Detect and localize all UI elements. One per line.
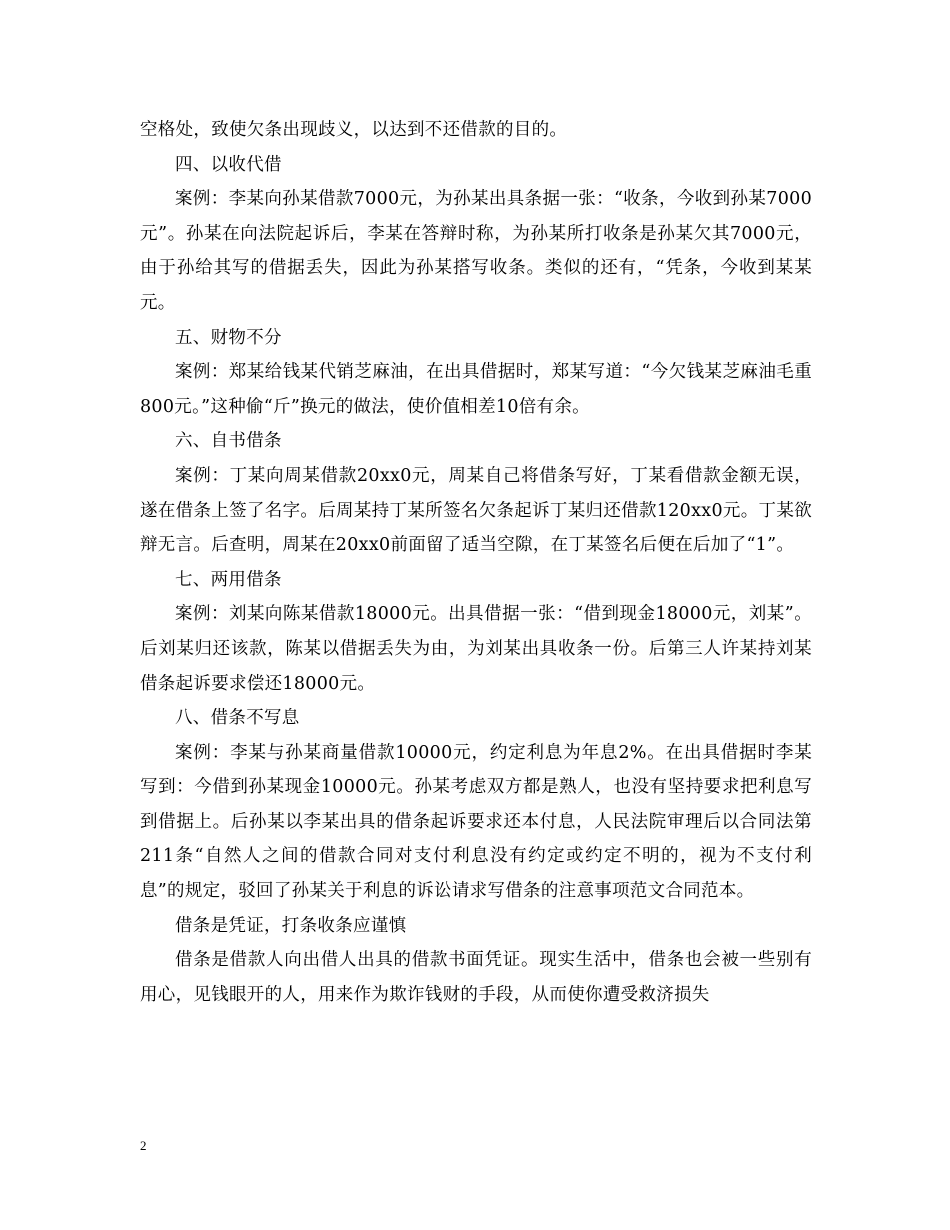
- page-number: 2: [140, 1138, 147, 1153]
- section-heading-4: 四、以收代借: [175, 154, 282, 175]
- paragraph-continuation: 空格处，致使欠条出现歧义，以达到不还借款的目的。: [140, 120, 568, 140]
- section-heading-7: 七、两用借条: [175, 569, 282, 590]
- section-heading-summary: 借条是凭证，打条收条应谨慎: [175, 915, 407, 936]
- section-heading-6: 六、自书借条: [175, 431, 282, 452]
- paragraph-summary: 借条是借款人向出借人出具的借款书面凭证。现实生活中，借条也会被一些别有用心，见钱眼开的人，用来作为欺诈钱财的手段，从而使你遭受救济损失: [140, 950, 812, 1005]
- paragraph-case-4: 案例：李某向孙某借款7000元，为孙某出具条据一张：“收条，今收到孙某7000元”。孙某在向法院起诉后，李某在答辩时称，为孙某所打收条是孙某欠其7000元，由于孙给其写的借据丢失，因此为孙某搭写收条。类似的还有，“凭条，今收到某某元。: [140, 189, 812, 313]
- document-body: [140, 113, 812, 1012]
- paragraph-case-8: 案例：李某与孙某商量借款10000元，约定利息为年息2%。在出具借据时李某写到：今借到孙某现金10000元。孙某考虑双方都是熟人，也没有坚持要求把利息写到借据上。后孙某以李某出具的借条起诉要求还本付息，人民法院审理后以合同法第211条“自然人之间的借款合同对支付利息没有约定或约定不明的，视为不支付利息”的规定，驳回了孙某关于利息的诉讼请求写借条的注意事项范文合同范本。: [140, 742, 812, 902]
- section-heading-5: 五、财物不分: [175, 327, 282, 348]
- paragraph-case-7: 案例：刘某向陈某借款18000元。出具借据一张：“借到现金18000元，刘某”。后刘某归还该款，陈某以借据丢失为由，为刘某出具收条一份。后第三人许某持刘某借条起诉要求偿还18000元。: [140, 604, 812, 694]
- paragraph-case-5: 案例：郑某给钱某代销芝麻油，在出具借据时，郑某写道：“今欠钱某芝麻油毛重800元。”这种偷“斤”换元的做法，使价值相差10倍有余。: [140, 362, 812, 417]
- section-heading-8: 八、借条不写息: [175, 708, 300, 729]
- paragraph-case-6: 案例：丁某向周某借款20xx0元，周某自己将借条写好，丁某看借款金额无误，遂在借条上签了名字。后周某持丁某所签名欠条起诉丁某归还借款120xx0元。丁某欲辩无言。后查明，周某在20xx0前面留了适当空隙，在丁某签名后便在后加了“1”。: [140, 465, 812, 556]
